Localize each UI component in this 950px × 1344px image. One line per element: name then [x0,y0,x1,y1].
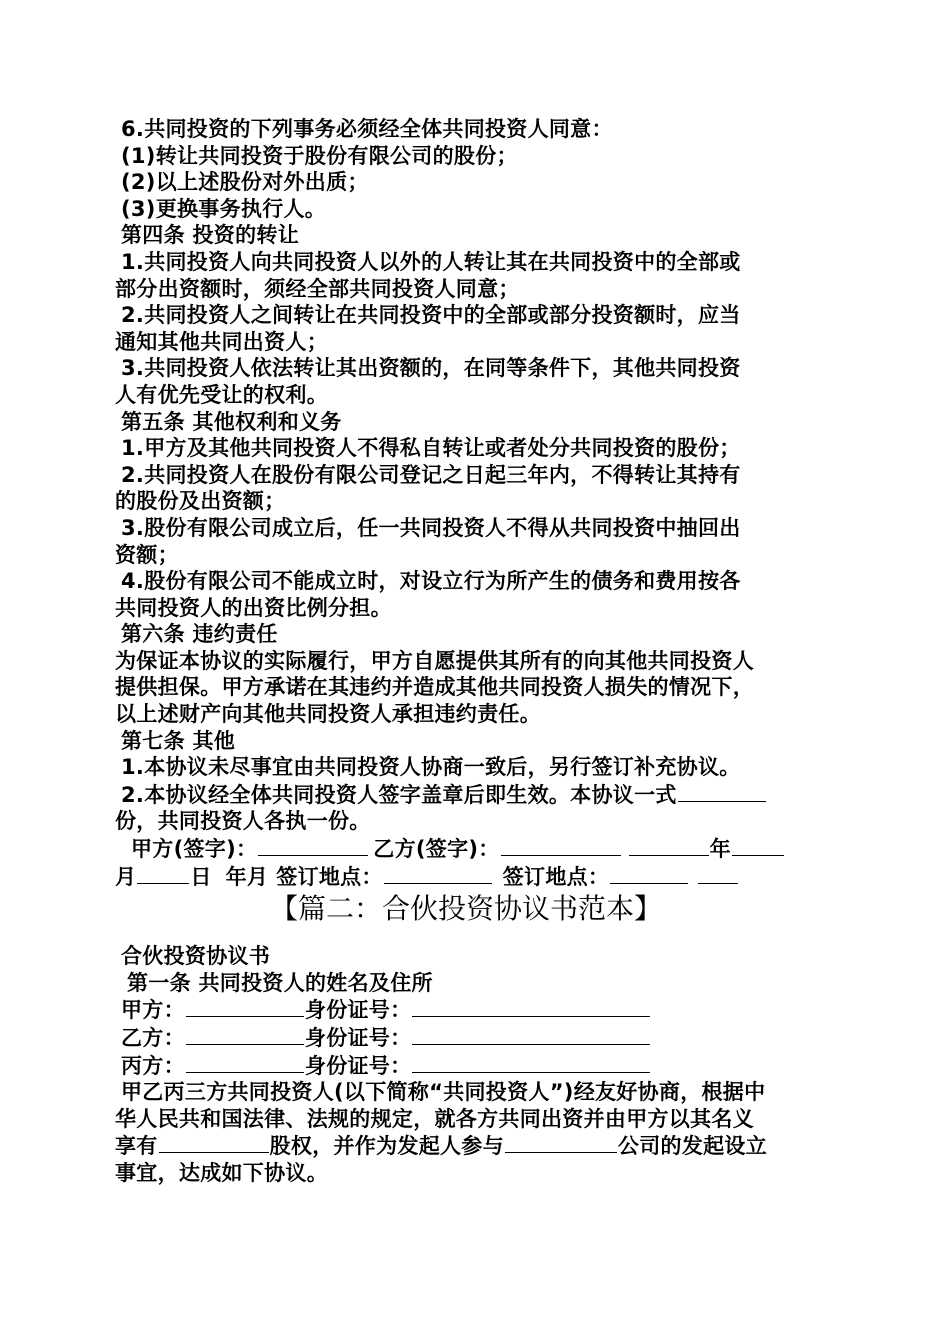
article-heading: 第一条 共同投资人的姓名及住所 [127,970,433,995]
text-line: 甲乙丙三方共同投资人(以下简称“共同投资人”)经友好协商，根据中 [121,1080,766,1105]
article-heading: 第七条 其他 [121,728,236,753]
text-line: 人有优先受让的权利。 [115,382,328,407]
text-line: (2)以上述股份对外出质； [121,170,369,195]
blank-copies[interactable] [678,781,766,802]
place-label-1: 签订地点： [276,864,383,889]
party-a-label: 甲方： [121,998,185,1023]
id-label: 身份证号： [304,1026,412,1050]
text-line: 份，共同投资人各执一份。 [115,809,371,834]
id-label: 身份证号： [304,998,412,1023]
place-label-2: 签订地点： [502,864,610,889]
text-line: 部分出资额时，须经全部共同投资人同意； [115,276,520,301]
place-blank-1[interactable] [384,863,492,884]
year-blank[interactable] [629,835,709,856]
text-line: 通知其他共同出资人； [115,329,328,354]
text-line: 华人民共和国法律、法规的规定，就各方共同出资并由甲方以其名义 [115,1106,754,1131]
party-b-id-blank[interactable] [412,1024,650,1045]
document-title: 合伙投资协议书 [121,944,271,969]
text-line: 共同投资人的出资比例分担。 [115,595,392,620]
text-line: 提供担保。甲方承诺在其违约并造成其他共同投资人损失的情况下， [115,675,754,700]
party-a-id-blank[interactable] [412,996,650,1017]
day-label: 日 [190,864,212,889]
text-line: 2.共同投资人在股份有限公司登记之日起三年内，不得转让其持有 [121,462,741,487]
year-month-label: 年月 [225,864,269,889]
article-heading: 第六条 违约责任 [121,622,278,647]
equity-blank[interactable] [159,1132,269,1153]
party-c-row [115,1052,840,1080]
id-label: 身份证号： [304,1053,412,1078]
text-line: 1.本协议未尽事宜由共同投资人协商一致后，另行签订补充协议。 [121,755,741,780]
text-span: 2.本协议经全体共同投资人签字盖章后即生效。本协议一式 [121,782,677,807]
text-line: 资额； [115,542,179,567]
article-heading: 第五条 其他权利和义务 [121,409,342,434]
text-line: 1.共同投资人向共同投资人以外的人转让其在共同投资中的全部或 [121,249,741,274]
text-line: 2.共同投资人之间转让在共同投资中的全部或部分投资额时，应当 [121,303,741,328]
text-line: (3)更换事务执行人。 [121,196,327,221]
party-b-label: 乙方： [121,1026,185,1050]
place-blank-2[interactable] [610,863,688,884]
signature-line-2 [115,863,840,891]
month-blank[interactable] [732,835,784,856]
article-heading: 第四条 投资的转让 [121,223,300,248]
document-page [115,116,840,1187]
company-blank[interactable] [505,1132,617,1153]
party-b-sign-label: 乙方(签字)： [373,837,500,862]
text-line: 3.股份有限公司成立后，任一共同投资人不得从共同投资中抽回出 [121,515,741,540]
text-line: 事宜，达成如下协议。 [115,1160,328,1185]
party-c-id-blank[interactable] [412,1052,650,1073]
month-label: 月 [115,864,137,889]
text-span: 公司的发起设立 [617,1134,768,1159]
text-line: 1.甲方及其他共同投资人不得私自转让或者处分共同投资的股份； [121,436,741,461]
year-label: 年 [709,837,731,862]
text-line: 4.股份有限公司不能成立时，对设立行为所产生的债务和费用按各 [121,569,741,594]
party-a-sign-label: 甲方(签字)： [131,837,258,862]
party-b-row [115,1024,840,1052]
party-c-name-blank[interactable] [186,1052,304,1073]
section-heading: 【篇二：合伙投资协议书范本】 [270,892,663,926]
party-a-name-blank[interactable] [186,996,304,1017]
text-span: 享有 [115,1134,158,1159]
text-line [115,781,840,809]
text-span: 股权，并作为发起人参与 [269,1134,504,1159]
party-b-sign-blank[interactable] [501,835,621,856]
party-c-label: 丙方： [121,1053,185,1078]
text-line [115,1132,840,1160]
day-blank[interactable] [137,863,189,884]
text-line: 为保证本协议的实际履行，甲方自愿提供其所有的向其他共同投资人 [115,648,754,673]
signature-line [115,835,840,863]
party-a-sign-blank[interactable] [258,835,368,856]
text-line: 6.共同投资的下列事务必须经全体共同投资人同意： [121,117,613,141]
text-line: 以上述财产向其他共同投资人承担违约责任。 [115,702,541,727]
party-b-name-blank[interactable] [186,1024,304,1045]
party-a-row [115,996,840,1024]
text-line: (1)转让共同投资于股份有限公司的股份； [121,143,518,168]
place-blank-3[interactable] [698,863,738,884]
text-line: 3.共同投资人依法转让其出资额的，在同等条件下，其他共同投资 [121,356,741,381]
text-line: 的股份及出资额； [115,489,286,514]
